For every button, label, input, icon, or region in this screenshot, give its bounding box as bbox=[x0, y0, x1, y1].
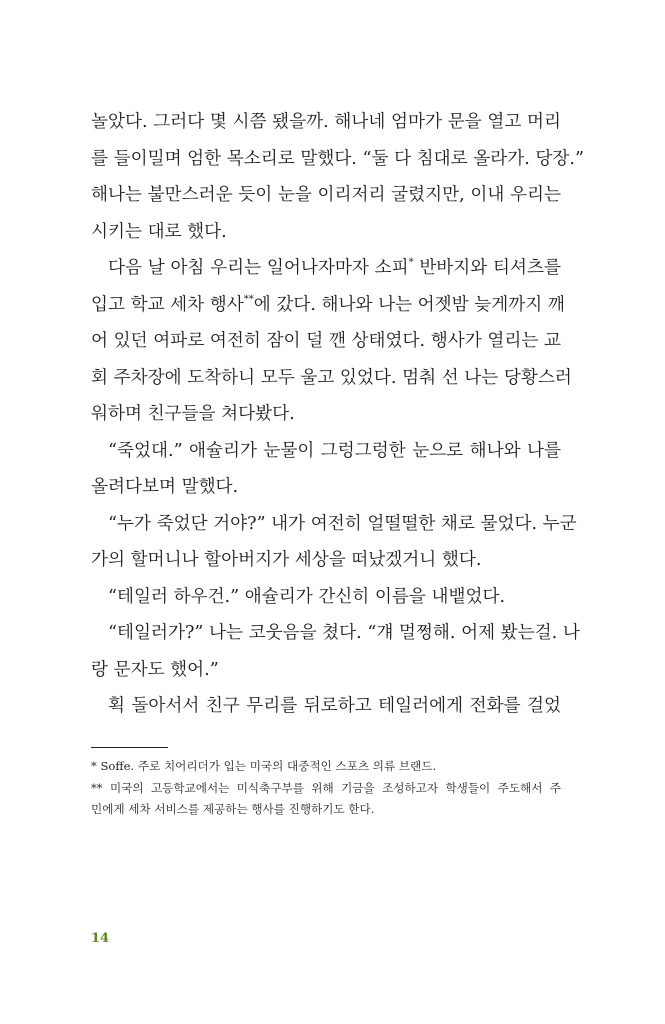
text-segment: 반바지와 티셔츠를 bbox=[419, 258, 562, 278]
text-line: 어 있던 여파로 여전히 잠이 덜 깬 상태였다. 행사가 열리는 교 bbox=[91, 331, 561, 351]
text-line: 워하며 친구들을 쳐다봤다. bbox=[91, 404, 295, 424]
text-line: 해나는 불만스러운 듯이 눈을 이리저리 굴렸지만, 이내 우리는 bbox=[91, 185, 561, 205]
text-line: “죽었대.” 애슐리가 눈물이 그렁그렁한 눈으로 해나와 나를 bbox=[108, 440, 561, 461]
footnote: ** 미국의 고등학교에서는 미식축구부를 위해 기금을 조성하고자 학생들이 주도해서 주 bbox=[91, 780, 561, 795]
text-line: 놀았다. 그러다 몇 시쯤 됐을까. 해나네 엄마가 문을 열고 머리 bbox=[91, 112, 561, 132]
text-line: 가의 할머니나 할아버지가 세상을 떠났겠거니 했다. bbox=[91, 550, 482, 570]
footnote: 민에게 세차 서비스를 제공하는 행사를 진행하기도 한다. bbox=[91, 802, 375, 816]
text-line bbox=[91, 250, 561, 287]
footnote-marker: ** bbox=[243, 293, 254, 305]
footnote-divider bbox=[91, 747, 168, 748]
body-text bbox=[91, 104, 584, 725]
text-line: “테일러가?” 나는 코웃음을 쳤다. “걔 멀쩡해. 어제 봤는걸. 나 bbox=[108, 623, 580, 643]
footnote-marker: * bbox=[408, 257, 414, 268]
text-line: 를 들이밀며 엄한 목소리로 말했다. “둘 다 침대로 올라가. 당장.” bbox=[91, 148, 584, 169]
page-number: 14 bbox=[91, 931, 110, 946]
text-segment: 입고 학교 세차 행사 bbox=[91, 294, 244, 315]
footnote: * Soffe. 주로 치어리더가 입는 미국의 대중적인 스포츠 의류 브랜드. bbox=[91, 759, 437, 773]
text-line: 랑 문자도 했어.” bbox=[91, 659, 219, 680]
footnotes bbox=[91, 756, 561, 821]
text-line: 획 돌아서서 친구 무리를 뒤로하고 테일러에게 전화를 걸었 bbox=[108, 696, 561, 716]
text-segment: 다음 날 아침 우리는 일어나자마자 소피 bbox=[108, 258, 409, 278]
text-segment: 에 갔다. 해나와 나는 어젯밤 늦게까지 깨 bbox=[253, 294, 565, 315]
text-line bbox=[91, 287, 565, 324]
text-line: 회 주차장에 도착하니 모두 울고 있었다. 멈춰 선 나는 당황스러 bbox=[91, 367, 572, 388]
text-line: “누가 죽었단 거야?” 내가 여전히 얼떨떨한 채로 물었다. 누군 bbox=[108, 513, 577, 534]
text-line: “테일러 하우건.” 애슐리가 간신히 이름을 내뱉었다. bbox=[108, 586, 506, 607]
text-line: 시키는 대로 했다. bbox=[91, 221, 227, 242]
text-line: 올려다보며 말했다. bbox=[91, 477, 239, 497]
